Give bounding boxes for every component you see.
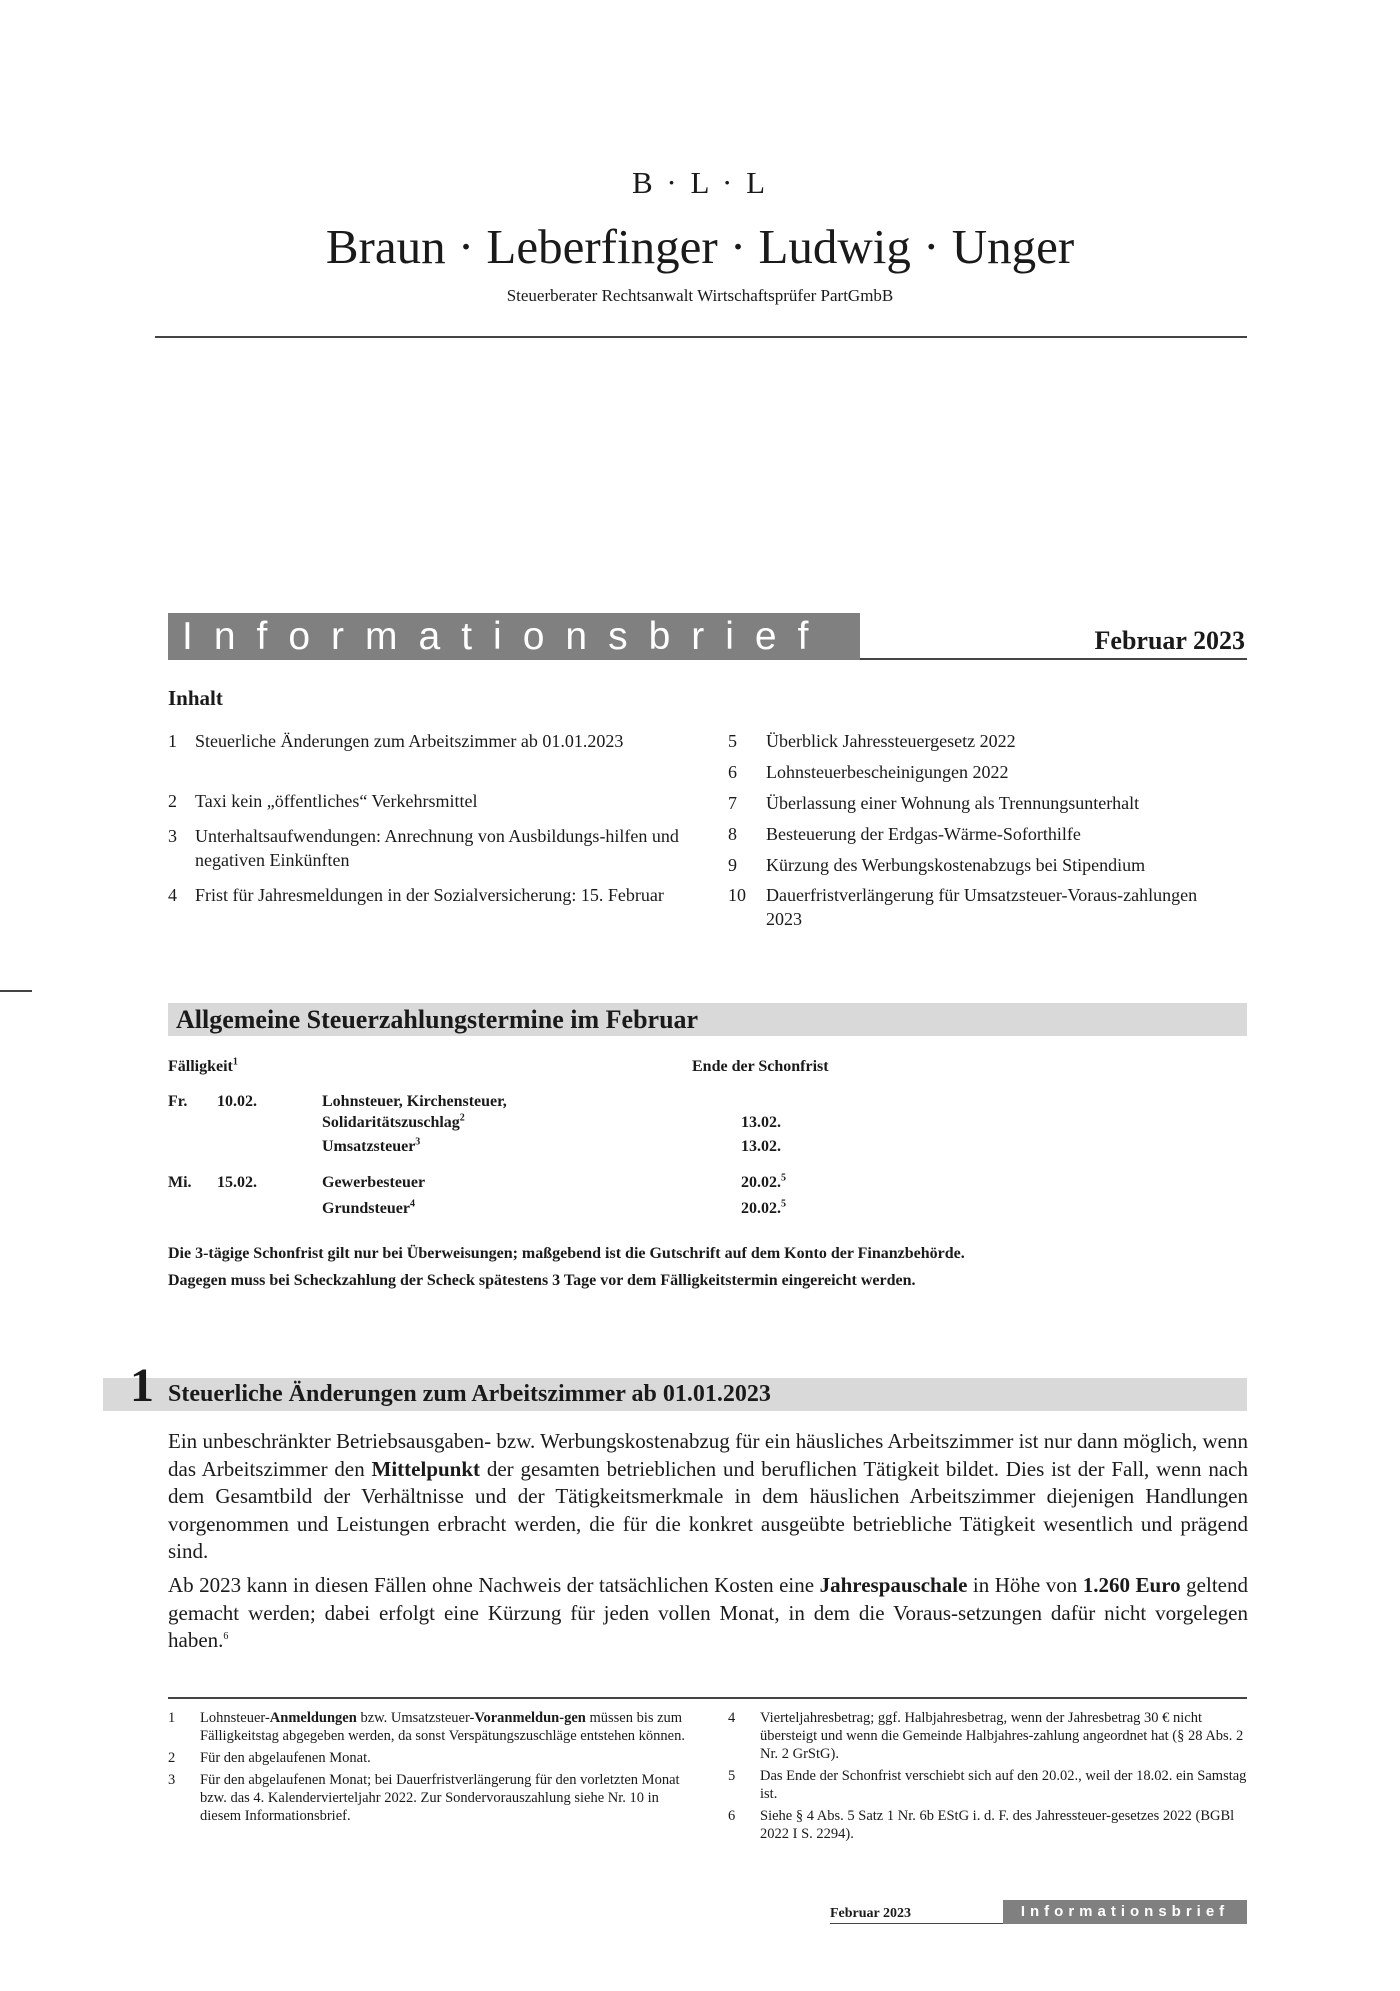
toc-number: 7 [728, 793, 737, 813]
text-run: Ein unbeschränkter Betriebsausgaben- bzw. Werbungskostenabzug für ein häusliches Arbeitszimmer ist nur dann möglich, wenn das Arbeitszimmer den [168, 1429, 1248, 1481]
toc-label: Überlassung einer Wohnung als Trennungsunterhalt [766, 793, 1140, 813]
issue-date: Februar 2023 [1094, 626, 1245, 655]
toc-item[interactable] [728, 853, 1248, 877]
toc-number: 1 [168, 731, 177, 751]
toc-label: Besteuerung der Erdgas-Wärme-Soforthilfe [766, 824, 1081, 844]
footnote-number: 6 [728, 1808, 736, 1824]
toc-item[interactable] [728, 729, 1248, 753]
emphasis: Jahrespauschale [819, 1573, 968, 1597]
footnote-number: 1 [168, 1710, 176, 1726]
due-date: 15.02. [217, 1174, 257, 1191]
footnote-ref: 1 [232, 1056, 238, 1068]
text-run: müssen bis zum Fälligkeitstag abgegeben werden, da sonst Verspätungszuschläge entstehen können. [200, 1710, 685, 1744]
grace-date: 13.02. [741, 1114, 781, 1131]
toc-number: 5 [728, 731, 737, 751]
footnote-number: 2 [168, 1750, 176, 1766]
toc-label: Lohnsteuerbescheinigungen 2022 [766, 762, 1009, 782]
emphasis: Mittelpunkt [371, 1456, 481, 1481]
banner-underline [860, 658, 1247, 660]
toc-label: Steuerliche Änderungen zum Arbeitszimmer ab 01.01.2023 [195, 731, 624, 751]
text-run: Ab 2023 kann in diesen Fällen ohne Nachweis der tatsächlichen Kosten eine [168, 1573, 820, 1597]
toc-item[interactable] [728, 791, 1248, 815]
tax-type-label: Grundsteuer [322, 1200, 410, 1217]
toc-label: Unterhaltsaufwendungen: Anrechnung von Ausbildungs-hilfen und negativen Einkünften [195, 826, 679, 870]
footnote [728, 1709, 1248, 1763]
text-run: in Höhe von [967, 1573, 1083, 1597]
contents-heading: Inhalt [168, 686, 223, 710]
tax-dates-heading: Allgemeine Steuerzahlungstermine im Februar [168, 1003, 1247, 1036]
tax-type-label: Solidaritätszuschlag [322, 1114, 460, 1131]
toc-label: Dauerfristverlängerung für Umsatzsteuer-Voraus-zahlungen 2023 [766, 885, 1198, 929]
footnote-divider [168, 1697, 1247, 1699]
footnote [168, 1709, 688, 1745]
footer-brand-tag: Informationsbrief [1003, 1900, 1247, 1924]
footnote-ref: 3 [415, 1136, 421, 1148]
toc-label: Kürzung des Werbungskostenabzugs bei Stipendium [766, 855, 1146, 875]
column-header-due-label: Fälligkeit [168, 1058, 233, 1075]
text-run: geltend gemacht werden; dabei erfolgt eine Kürzung für jeden vollen Monat, in dem die Voraus-setzungen dafür nicht vorgelegen haben. [168, 1573, 1248, 1652]
footnote [728, 1807, 1248, 1843]
toc-label: Taxi kein „öffentliches“ Verkehrsmittel [195, 791, 478, 811]
emphasis: Voranmeldun-gen [474, 1710, 586, 1726]
footnote [728, 1767, 1248, 1803]
footnote-number: 3 [168, 1772, 176, 1788]
footnote-text: Siehe § 4 Abs. 5 Satz 1 Nr. 6b EStG i. d. F. des Jahressteuer-gesetzes 2022 (BGBl 2022 I S. 2294). [760, 1808, 1235, 1842]
grace-date [741, 1200, 786, 1218]
text-run: bzw. Umsatzsteuer- [356, 1710, 475, 1726]
grace-date-label: 20.02. [741, 1174, 781, 1191]
footnote [168, 1771, 688, 1825]
emphasis: Anmeldungen [269, 1710, 357, 1726]
header-divider [155, 336, 1247, 338]
toc-label: Überblick Jahressteuergesetz 2022 [766, 731, 1016, 751]
newsletter-title-banner: Informationsbrief [168, 613, 860, 660]
body-paragraph [168, 1428, 1248, 1566]
tax-type-cont [322, 1114, 465, 1132]
toc-number: 2 [168, 791, 177, 811]
tax-type-label: Umsatzsteuer [322, 1138, 416, 1155]
toc-item[interactable] [728, 822, 1248, 846]
toc-item[interactable] [168, 729, 628, 753]
footer-rule [830, 1923, 1003, 1924]
grace-date [741, 1174, 786, 1192]
note-line: Die 3-tägige Schonfrist gilt nur bei Überweisungen; maßgebend ist die Gutschrift auf dem Konto der Finanzbehörde. [168, 1245, 965, 1262]
tax-type: Lohnsteuer, Kirchensteuer, [322, 1093, 507, 1110]
toc-number: 8 [728, 824, 737, 844]
column-header-due [168, 1058, 238, 1076]
toc-item[interactable] [168, 883, 678, 907]
footnote-ref: 2 [459, 1112, 465, 1124]
toc-number: 9 [728, 855, 737, 875]
footnote-text [200, 1709, 688, 1745]
due-date: 10.02. [217, 1093, 257, 1110]
firm-subtitle: Steuerberater Rechtsanwalt Wirtschaftsprüfer PartGmbB [506, 286, 894, 305]
toc-item[interactable] [168, 789, 628, 813]
footnote-ref: 5 [781, 1198, 786, 1210]
footnote [168, 1749, 688, 1767]
emphasis: 1.260 Euro [1082, 1573, 1181, 1597]
footnote-text: Für den abgelaufenen Monat; bei Dauerfristverlängerung für den vorletzten Monat bzw. das 4. Kalendervierteljahr 2022. Zur Sondervorauszahlung siehe Nr. 10 in diesem Informationsbrief. [200, 1772, 680, 1824]
toc-number: 3 [168, 826, 177, 846]
firm-name: Braun · Leberfinger · Ludwig · Unger [325, 219, 1075, 274]
column-header-grace: Ende der Schonfrist [692, 1058, 829, 1075]
fold-mark [0, 990, 32, 992]
footer-issue-date: Februar 2023 [830, 1906, 912, 1921]
tax-type [322, 1200, 415, 1218]
section-number: 1 [130, 1359, 154, 1412]
toc-item[interactable] [728, 883, 1208, 931]
footnote-number: 4 [728, 1710, 736, 1726]
toc-number: 6 [728, 762, 737, 782]
body-paragraph [168, 1572, 1248, 1655]
section-heading: Steuerliche Änderungen zum Arbeitszimmer ab 01.01.2023 [103, 1378, 1247, 1411]
footnote-number: 5 [728, 1768, 736, 1784]
footnotes-left [168, 1709, 688, 1825]
weekday: Fr. [168, 1093, 188, 1110]
tax-type [322, 1138, 420, 1156]
footnote-ref: 4 [410, 1198, 415, 1210]
grace-date: 13.02. [741, 1138, 781, 1155]
note-line: Dagegen muss bei Scheckzahlung der Scheck spätestens 3 Tage vor dem Fälligkeitstermin eingereicht werden. [168, 1272, 916, 1289]
text-run: Lohnsteuer- [200, 1710, 270, 1726]
toc-item[interactable] [168, 824, 692, 872]
tax-type: Gewerbesteuer [322, 1174, 426, 1191]
grace-period-note [168, 1240, 1248, 1294]
toc-item[interactable] [728, 760, 1248, 784]
grace-date-label: 20.02. [741, 1200, 781, 1217]
footnote-ref: 5 [781, 1172, 786, 1184]
footnote-text: Das Ende der Schonfrist verschiebt sich auf den 20.02., weil der 18.02. ein Samstag ist. [760, 1768, 1247, 1802]
letterhead-initials: B · L · L [631, 165, 769, 200]
toc-number: 4 [168, 885, 177, 905]
footnote-text: Für den abgelaufenen Monat. [200, 1750, 371, 1766]
weekday: Mi. [168, 1174, 192, 1191]
text-run: der gesamten betrieblichen und beruflichen Tätigkeit bildet. Dies ist der Fall, wenn nach dem Gesamtbild der Verhältnisse und der Tätigkeitsmerkmale in dem häuslichen Arbeitszimmer diejenigen Handlungen vorgenommen und Leistungen erbracht werden, die für die konkret ausgeübte betriebliche Tätigkeit wesentlich und prägend sind. [168, 1456, 1249, 1563]
footnotes-right [728, 1709, 1248, 1843]
toc-number: 10 [728, 885, 746, 905]
footnote-text: Vierteljahresbetrag; ggf. Halbjahresbetrag, wenn der Jahresbetrag 30 € nicht übersteigt und wenn die Gemeinde Halbjahres-zahlung angeordnet hat (§ 28 Abs. 2 Nr. 2 GrStG). [760, 1710, 1244, 1762]
toc-label: Frist für Jahresmeldungen in der Sozialversicherung: 15. Februar [195, 885, 664, 905]
footnote-ref: 6 [223, 1631, 229, 1642]
